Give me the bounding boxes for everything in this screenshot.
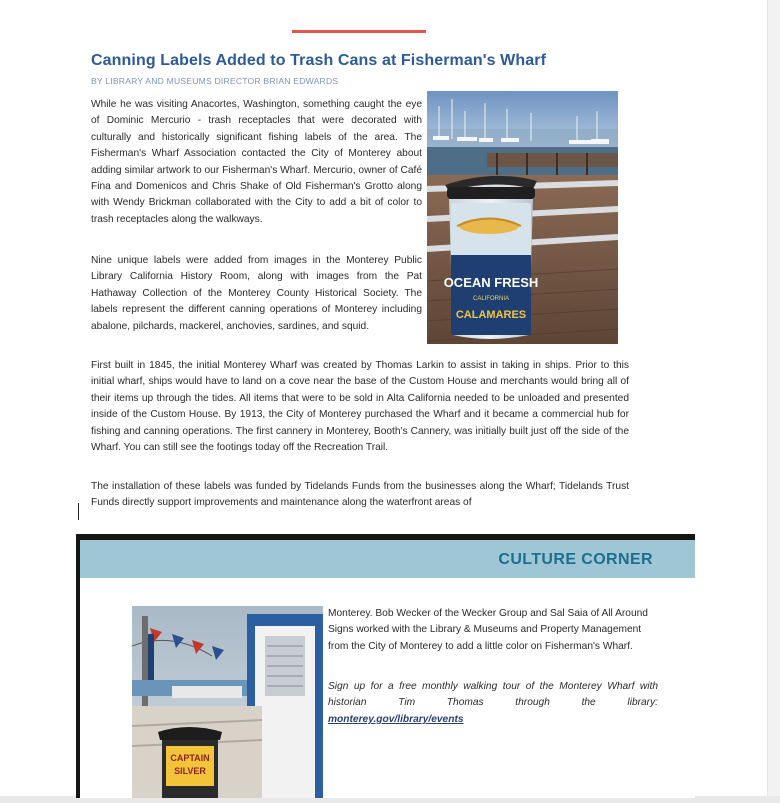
article-byline: BY LIBRARY AND MUSEUMS DIRECTOR BRIAN EDWARDS [91,76,339,86]
article-paragraph-4: The installation of these labels was funded by Tidelands Funds from the businesses along the Wharf; Tidelands Trust Funds directly support improvements and maintenance along the waterfront areas of [91,481,629,509]
library-events-link[interactable]: monterey.gov/library/events [328,714,464,725]
can-label-ocean-fresh: OCEAN FRESH [443,275,539,290]
article-paragraph-2: Nine unique labels were added from images in the Monterey Public Library California History Room, along with images from the Pat Hathaway Collection of the Monterey County Historical Society. The labels represent the different canning operations of Monterey including abalone, pilchards, mackerel, anchovies, sardines, and squid. [91,255,422,332]
can-label-silver: SILVER [174,766,206,776]
culture-walking-tour-cta: Sign up for a free monthly walking tour of the Monterey Wharf with historian Tim Thomas through the library: [328,681,658,709]
right-scroll-gutter [767,0,780,803]
wharf-trash-can-photo [132,606,323,798]
top-accent-rule [292,30,426,33]
culture-corner-banner [80,540,695,578]
article-paragraph-1: While he was visiting Anacortes, Washington, something caught the eye of Dominic Mercurio - trash receptacles that were decorated with culturally and historically significant fishing labels of the area. The Fisherman's Wharf Association contacted the City of Monterey about adding similar artwork to our Fisherman's Wharf. Mercurio, owner of Café Fina and Domenicos and Chris Shake of Old Fisherman's Grotto along with Wendy Brickman collaborated with the City to add a bit of color to trash receptacles along the walkways. [91,99,422,225]
can-label-california: CALIFORNIA [472,296,510,302]
trash-can-harbor-photo [427,91,618,344]
culture-corner-title: CULTURE CORNER [498,551,653,568]
can-label-calamares: CALAMARES [455,309,527,321]
can-label-captain: CAPTAIN [170,753,210,763]
article-paragraph-3: First built in 1845, the initial Monterey Wharf was created by Thomas Larkin to assist in taking in ships. Prior to this initial wharf, ships would have to land on a cove near the base of the Custom House and merchants would bring all of their items up through the tides. All items that were to be sold in Alta California needed to be unloaded and presented inside of the Custom House. By 1913, the City of Monterey purchased the Wharf and it became a commercial hub for fishing and canning operations. The first cannery in Monterey, Booth's Cannery, was initially built just off the side of the Wharf. You can still see the footings today off the Recreation Trail. [91,360,629,454]
culture-paragraph: Monterey. Bob Wecker of the Wecker Group and Sal Saia of All Around Signs worked with the Library & Museums and Property Management from the City of Monterey to add a little color on Fisherman's Wharf. [328,608,648,652]
article-title: Canning Labels Added to Trash Cans at Fisherman's Wharf [91,52,547,69]
text-cursor [78,503,79,520]
